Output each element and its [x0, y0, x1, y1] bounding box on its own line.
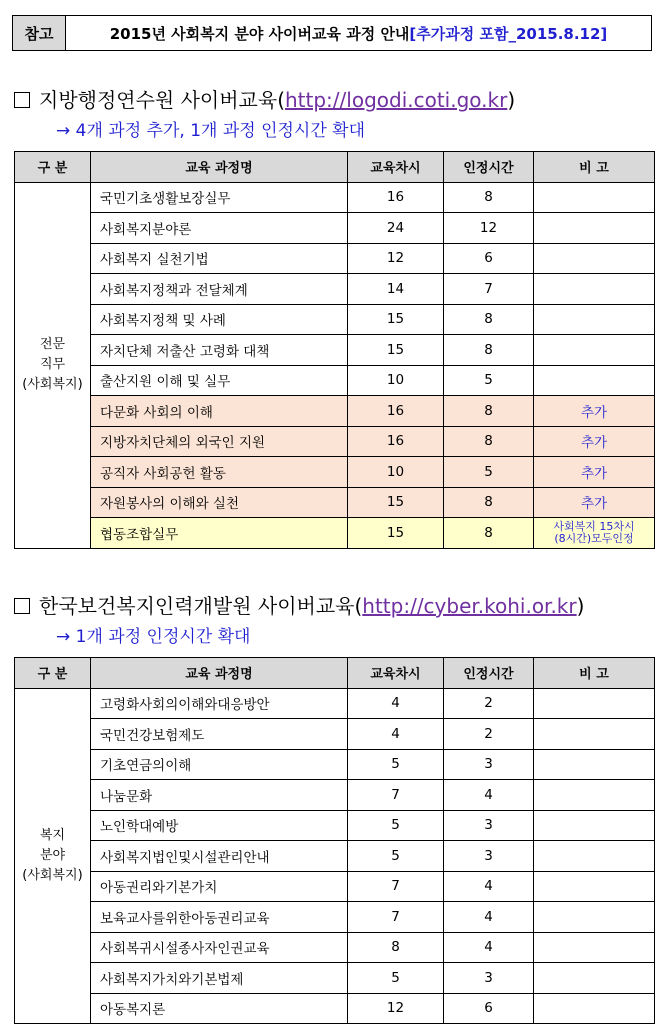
col-header-course: 교육 과정명 — [91, 152, 348, 183]
hours-cell: 3 — [444, 963, 534, 994]
section2-link[interactable]: http://cyber.kohi.or.kr — [362, 594, 577, 618]
table-row — [15, 213, 655, 244]
section1-title-end: ) — [507, 88, 516, 112]
note-line: (8시간)모두인정 — [554, 531, 634, 545]
header-tag: 참고 — [13, 16, 66, 50]
col-header-hours: 인정시간 — [444, 658, 534, 689]
table-row — [15, 365, 655, 396]
category-line: (사회복지) — [22, 377, 83, 392]
hours-cell: 7 — [444, 274, 534, 305]
col-header-sessions: 교육차시 — [348, 152, 444, 183]
sessions-cell: 5 — [348, 963, 444, 994]
category-line: (사회복지) — [22, 867, 83, 883]
course-name: 다문화 사회의 이해 — [91, 396, 348, 427]
col-header-category: 구 분 — [15, 152, 91, 183]
note-cell: 추가 — [534, 396, 655, 427]
sessions-cell: 15 — [348, 304, 444, 335]
section1-link[interactable]: http://logodi.coti.go.kr — [285, 88, 508, 112]
hours-cell: 3 — [444, 749, 534, 780]
sessions-cell: 8 — [348, 932, 444, 963]
course-name: 국민기초생활보장실무 — [91, 182, 348, 213]
sessions-cell: 7 — [348, 780, 444, 811]
hours-cell: 5 — [444, 365, 534, 396]
sessions-cell: 16 — [348, 396, 444, 427]
course-name: 고령화사회의이해와대응방안 — [91, 688, 348, 719]
table-row — [15, 719, 655, 750]
note-cell: 추가 — [534, 457, 655, 488]
category-cell — [15, 688, 91, 1024]
col-header-hours: 인정시간 — [444, 152, 534, 183]
hours-cell: 6 — [444, 993, 534, 1024]
hours-cell: 5 — [444, 457, 534, 488]
course-name: 협동조합실무 — [91, 518, 348, 549]
note-cell — [534, 963, 655, 994]
course-name: 국민건강보험제도 — [91, 719, 348, 750]
section1-table — [14, 151, 655, 549]
table-row — [15, 780, 655, 811]
sessions-cell: 5 — [348, 810, 444, 841]
category-line: 복지 — [39, 827, 66, 843]
course-name: 사회복귀시설종사자인권교육 — [91, 932, 348, 963]
sessions-cell: 15 — [348, 518, 444, 549]
sessions-cell: 15 — [348, 335, 444, 366]
table-header-row — [15, 152, 655, 183]
hours-cell: 6 — [444, 243, 534, 274]
sessions-cell: 12 — [348, 993, 444, 1024]
course-name: 자치단체 저출산 고령화 대책 — [91, 335, 348, 366]
sessions-cell: 12 — [348, 243, 444, 274]
note-cell — [534, 518, 655, 549]
category-line: 직무 — [39, 357, 66, 372]
table-row-added — [15, 457, 655, 488]
hours-cell: 4 — [444, 780, 534, 811]
table-row — [15, 810, 655, 841]
sessions-cell: 7 — [348, 902, 444, 933]
sessions-cell: 16 — [348, 182, 444, 213]
table-row — [15, 182, 655, 213]
course-name: 사회복지 실천기법 — [91, 243, 348, 274]
course-name: 노인학대예방 — [91, 810, 348, 841]
note-cell — [534, 335, 655, 366]
sessions-cell: 14 — [348, 274, 444, 305]
table-row — [15, 871, 655, 902]
course-name: 사회복지법인및시설관리안내 — [91, 841, 348, 872]
hours-cell: 3 — [444, 810, 534, 841]
table-row — [15, 749, 655, 780]
hours-cell: 8 — [444, 487, 534, 518]
hours-cell: 4 — [444, 902, 534, 933]
note-cell — [534, 719, 655, 750]
sessions-cell: 10 — [348, 457, 444, 488]
course-name: 나눔문화 — [91, 780, 348, 811]
sessions-cell: 16 — [348, 426, 444, 457]
course-name: 기초연금의이해 — [91, 749, 348, 780]
hours-cell: 8 — [444, 396, 534, 427]
course-name: 지방자치단체의 외국인 지원 — [91, 426, 348, 457]
note-cell — [534, 365, 655, 396]
section1-subtitle: → 4개 과정 추가, 1개 과정 인정시간 확대 — [56, 121, 366, 141]
hours-cell: 8 — [444, 335, 534, 366]
table-row — [15, 243, 655, 274]
hours-cell: 4 — [444, 932, 534, 963]
note-cell — [534, 182, 655, 213]
section2-subtitle: → 1개 과정 인정시간 확대 — [56, 627, 251, 647]
course-name: 아동권리와기본가치 — [91, 871, 348, 902]
hours-cell: 8 — [444, 518, 534, 549]
col-header-note: 비 고 — [534, 152, 655, 183]
checkbox-square-icon — [14, 92, 30, 108]
checkbox-square-icon — [14, 598, 30, 614]
hours-cell: 12 — [444, 213, 534, 244]
course-name: 사회복지정책과 전달체계 — [91, 274, 348, 305]
sessions-cell: 24 — [348, 213, 444, 244]
course-name: 자원봉사의 이해와 실천 — [91, 487, 348, 518]
course-name: 사회복지정책 및 사례 — [91, 304, 348, 335]
category-line: 전문 — [39, 337, 66, 352]
hours-cell: 8 — [444, 426, 534, 457]
note-cell — [534, 902, 655, 933]
table-row — [15, 963, 655, 994]
section2-table — [14, 657, 655, 1024]
table-row-added — [15, 396, 655, 427]
col-header-course: 교육 과정명 — [91, 658, 348, 689]
section2-title-end: ) — [576, 594, 585, 618]
course-name: 사회복지분야론 — [91, 213, 348, 244]
title-highlight: [추가과정 포함_2015.8.12] — [409, 24, 608, 43]
header-box — [12, 15, 652, 51]
note-cell — [534, 243, 655, 274]
table-row — [15, 304, 655, 335]
course-name: 보육교사를위한아동권리교육 — [91, 902, 348, 933]
table-row — [15, 993, 655, 1024]
table-row — [15, 841, 655, 872]
note-line: 사회복지 15차시 — [553, 519, 635, 533]
note-cell — [534, 304, 655, 335]
page-title — [66, 16, 651, 50]
sessions-cell: 7 — [348, 871, 444, 902]
note-cell: 추가 — [534, 487, 655, 518]
table-row — [15, 932, 655, 963]
table-row — [15, 274, 655, 305]
category-line: 분야 — [39, 847, 66, 863]
category-cell — [15, 182, 91, 548]
sessions-cell: 15 — [348, 487, 444, 518]
hours-cell: 4 — [444, 871, 534, 902]
col-header-note: 비 고 — [534, 658, 655, 689]
hours-cell: 3 — [444, 841, 534, 872]
hours-cell: 2 — [444, 719, 534, 750]
course-name: 아동복지론 — [91, 993, 348, 1024]
note-cell — [534, 780, 655, 811]
sessions-cell: 4 — [348, 719, 444, 750]
sessions-cell: 5 — [348, 841, 444, 872]
course-name: 사회복지가치와기본법제 — [91, 963, 348, 994]
section1-title-text: 지방행정연수원 사이버교육( — [39, 88, 285, 112]
table-row-added — [15, 426, 655, 457]
table-row-added — [15, 487, 655, 518]
note-cell — [534, 810, 655, 841]
note-cell: 추가 — [534, 426, 655, 457]
note-cell — [534, 932, 655, 963]
hours-cell: 8 — [444, 182, 534, 213]
hours-cell: 2 — [444, 688, 534, 719]
section1-title — [14, 84, 515, 113]
table-row-expanded — [15, 518, 655, 549]
section2-title-text: 한국보건복지인력개발원 사이버교육( — [39, 594, 363, 618]
sessions-cell: 4 — [348, 688, 444, 719]
course-name: 출산지원 이해 및 실무 — [91, 365, 348, 396]
hours-cell: 8 — [444, 304, 534, 335]
table-row — [15, 335, 655, 366]
note-cell — [534, 841, 655, 872]
note-cell — [534, 871, 655, 902]
course-name: 공직자 사회공헌 활동 — [91, 457, 348, 488]
table-row — [15, 902, 655, 933]
title-main: 2015년 사회복지 분야 사이버교육 과정 안내 — [109, 24, 410, 43]
sessions-cell: 5 — [348, 749, 444, 780]
col-header-sessions: 교육차시 — [348, 658, 444, 689]
section2-title — [14, 590, 584, 619]
note-cell — [534, 274, 655, 305]
table-row — [15, 688, 655, 719]
note-cell — [534, 749, 655, 780]
note-cell — [534, 213, 655, 244]
col-header-category: 구 분 — [15, 658, 91, 689]
note-cell — [534, 688, 655, 719]
table-header-row — [15, 658, 655, 689]
sessions-cell: 10 — [348, 365, 444, 396]
note-cell — [534, 993, 655, 1024]
